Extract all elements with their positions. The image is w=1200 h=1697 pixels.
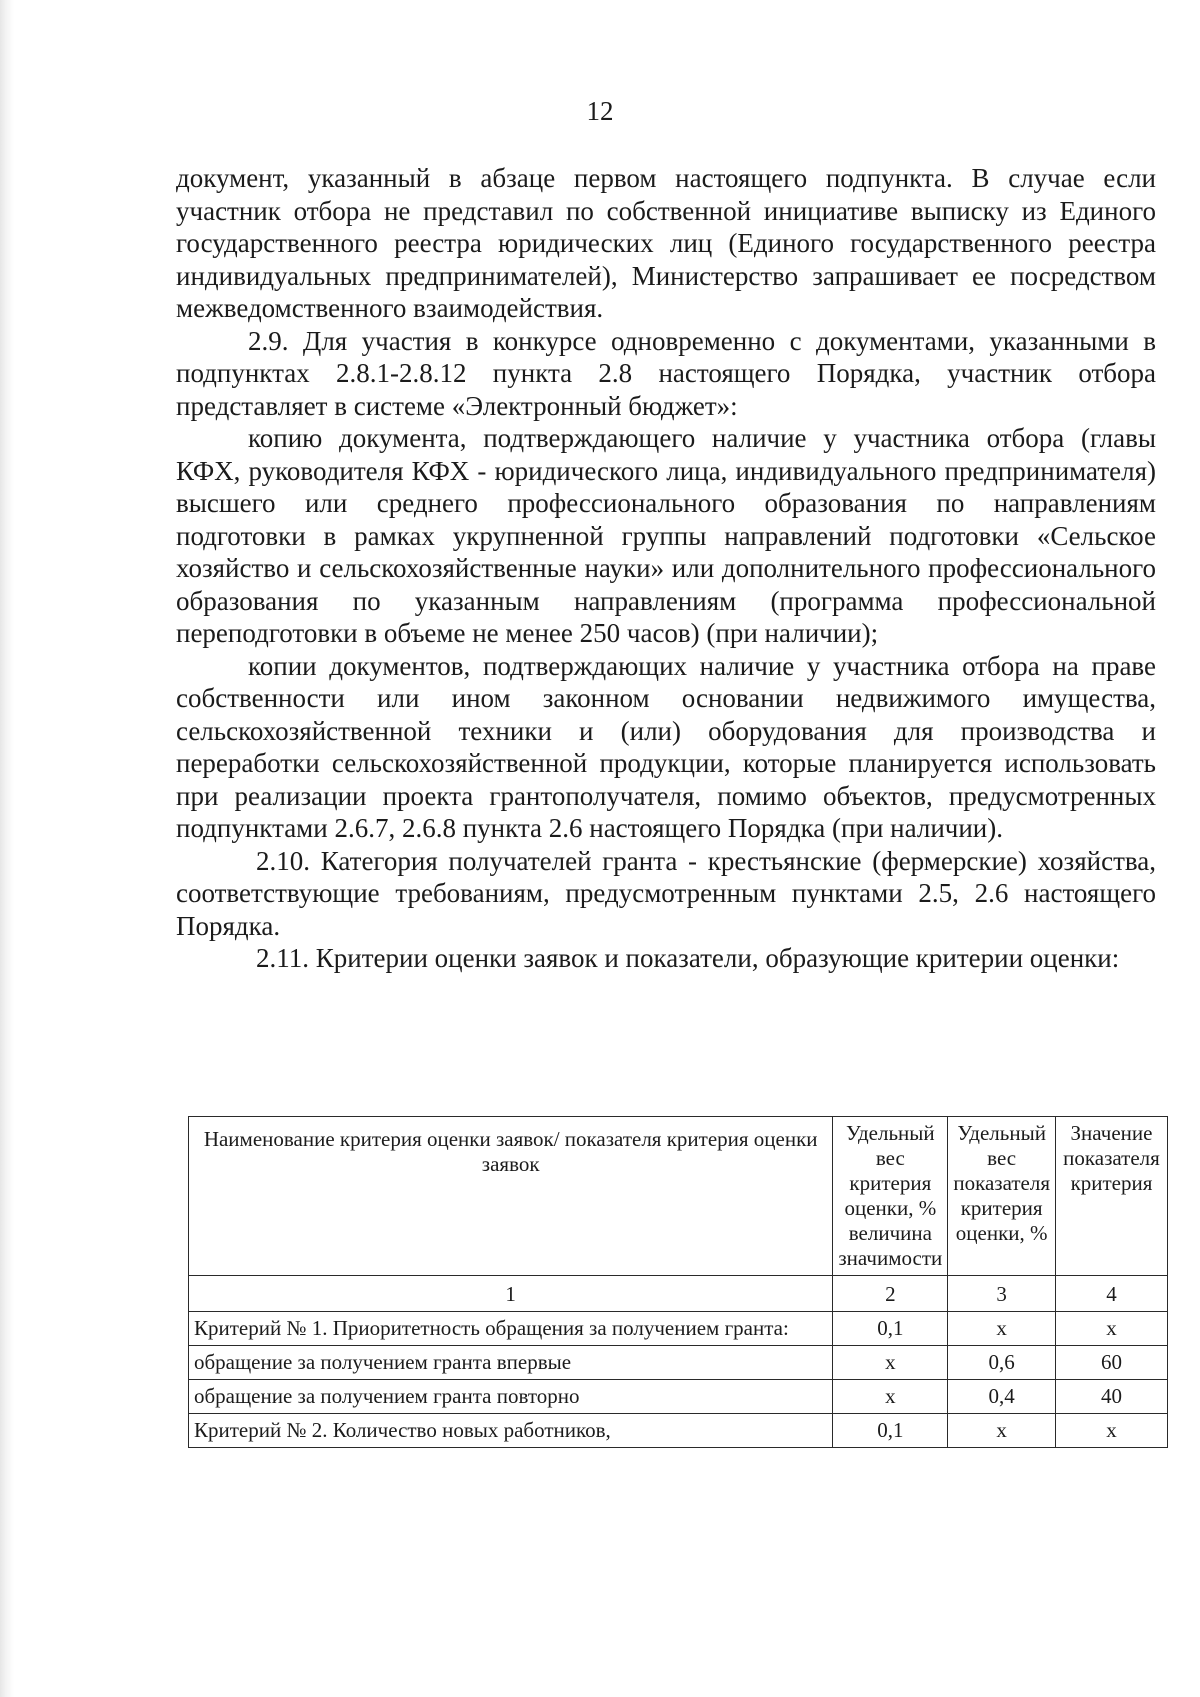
table-header-row xyxy=(189,1117,1168,1276)
table-index-row xyxy=(189,1276,1168,1312)
index-cell: 4 xyxy=(1055,1276,1167,1312)
paragraph-2-10: 2.10. Категория получателей гранта - крестьянские (фермерские) хозяйства, соответствующие требованиям, предусмотренным пунктами 2.5, 2.6 настоящего Порядка. xyxy=(176,845,1156,941)
paragraph-2-9: 2.9. Для участия в конкурсе одновременно с документами, указанными в подпунктах 2.8.1-2.8.12 пункта 2.8 настоящего Порядка, участник отбора представляет в системе «Электронный бюджет»: xyxy=(176,325,1156,421)
scan-edge xyxy=(0,0,14,1697)
row-criterion-weight: 0,1 xyxy=(833,1312,948,1346)
paragraph-continuation: документ, указанный в абзаце первом настоящего подпункта. В случае если участник отбора не представил по собственной инициативе выписку из Единого государственного реестра юридических лиц (Единого государственного реестра индивидуальных предпринимателей), Министерство запрашивает ее посредством межведомственного взаимодействия. xyxy=(176,163,1156,323)
row-criterion-weight: х xyxy=(833,1346,948,1380)
header-indicator-value: Значение показателя критерия xyxy=(1055,1117,1167,1276)
header-indicator-weight: Удельный вес показателя критерия оценки, % xyxy=(948,1117,1056,1276)
row-name: Критерий № 1. Приоритетность обращения за получением гранта: xyxy=(189,1312,833,1346)
body-text xyxy=(176,162,1156,975)
header-criterion-name: Наименование критерия оценки заявок/ показателя критерия оценки заявок xyxy=(189,1117,833,1276)
index-cell: 1 xyxy=(189,1276,833,1312)
row-indicator-weight: 0,4 xyxy=(948,1380,1056,1414)
paragraph-education-copy: копию документа, подтверждающего наличие у участника отбора (главы КФХ, руководителя КФХ - юридического лица, индивидуального предпринимателя) высшего или среднего профессионального образования по направлениям подготовки в рамках укрупненной группы направлений подготовки «Сельское хозяйство и сельскохозяйственные науки» или дополнительного профессионального образования по указанным направлениям (программа профессиональной переподготовки в объеме не менее 250 часов) (при наличии); xyxy=(176,423,1156,648)
paragraph-2-11: 2.11. Критерии оценки заявок и показатели, образующие критерии оценки: xyxy=(256,943,1120,973)
table-row xyxy=(189,1380,1168,1414)
row-indicator-value: 40 xyxy=(1055,1380,1167,1414)
row-criterion-weight: 0,1 xyxy=(833,1414,948,1448)
index-cell: 3 xyxy=(948,1276,1056,1312)
table-row xyxy=(189,1414,1168,1448)
table-row xyxy=(189,1346,1168,1380)
page-number: 12 xyxy=(586,96,614,126)
paragraph-property-copies: копии документов, подтверждающих наличие у участника отбора на праве собственности или ином законном основании недвижимого имущества, сельскохозяйственной техники и (или) оборудования для производства и переработки сельскохозяйственной продукции, которые планируется использовать при реализации проекта грантополучателя, помимо объектов, предусмотренных подпунктами 2.6.7, 2.6.8 пункта 2.6 настоящего Порядка (при наличии). xyxy=(176,650,1156,843)
row-indicator-weight: х xyxy=(948,1312,1056,1346)
row-name: обращение за получением гранта впервые xyxy=(189,1346,833,1380)
row-name: Критерий № 2. Количество новых работников, xyxy=(189,1414,833,1448)
table-row xyxy=(189,1312,1168,1346)
row-name: обращение за получением гранта повторно xyxy=(189,1380,833,1414)
criteria-table xyxy=(188,1116,1168,1448)
index-cell: 2 xyxy=(833,1276,948,1312)
row-indicator-value: 60 xyxy=(1055,1346,1167,1380)
row-indicator-weight: 0,6 xyxy=(948,1346,1056,1380)
row-indicator-value: х xyxy=(1055,1414,1167,1448)
row-criterion-weight: х xyxy=(833,1380,948,1414)
header-criterion-weight: Удельный вес критерия оценки, % величина значимости xyxy=(833,1117,948,1276)
row-indicator-value: х xyxy=(1055,1312,1167,1346)
row-indicator-weight: х xyxy=(948,1414,1056,1448)
